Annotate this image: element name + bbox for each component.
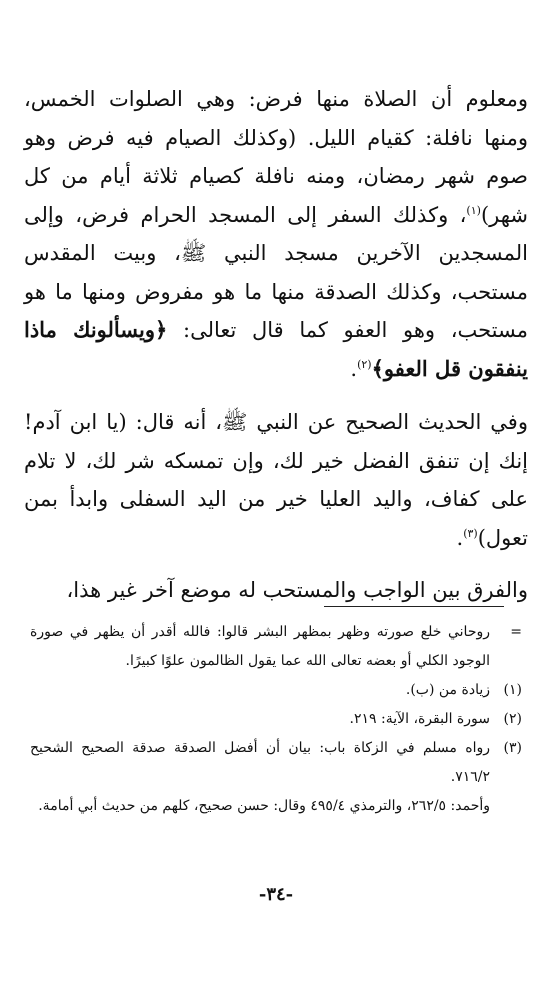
quran-quote: ﴿ويسألونك ماذا ينفقون قل العفو﴾ [24, 317, 528, 381]
footnote-ref-2[interactable]: (٢) [357, 357, 372, 371]
paragraph-1-end: . [350, 356, 358, 381]
paragraph-3: والفرق بين الواجب والمستحب له موضع آخر غير هذا، [66, 578, 528, 602]
footnote-3-text: رواه مسلم في الزكاة باب: بيان أن أفضل الصدقة صدقة الصحيح الشحيح ٧١٦/٢. [30, 740, 490, 785]
footnote-3-continuation: وأحمد: ٢٦٢/٥، والترمذي ٤٩٥/٤ وقال: حسن صحيح، كلهم من حديث أبي أمامة. [38, 798, 490, 814]
footnote-separator [324, 606, 504, 607]
footnote-2-mark: (٢) [503, 711, 522, 727]
continuation-mark: = [510, 624, 522, 640]
footnote-2 [30, 705, 522, 734]
paragraph-1-part-1: ومعلوم أن الصلاة منها فرض: وهي الصلوات الخمس، ومنها نافلة: كقيام الليل. (وكذلك الصيام فيه فرض وهو صوم شهر رمضان، ومنه نافلة كصيام ثلاثة أيام من كل شهر) [24, 87, 528, 227]
footnote-2-text: سورة البقرة، الآية: ٢١٩. [349, 711, 490, 727]
page-number: -٣٤- [258, 884, 294, 905]
paragraph-2-end: . [456, 525, 464, 550]
footnote-1-text: زيادة من (ب). [405, 682, 490, 698]
main-text [24, 80, 528, 625]
paragraph-1 [24, 80, 528, 388]
footnote-ref-1[interactable]: (١) [466, 203, 481, 217]
footnotes [30, 618, 522, 821]
paragraph-2-text: وفي الحديث الصحيح عن النبي ﷺ، أنه قال: (يا ابن آدم! إنك إن تنفق الفضل خير لك، وإن تمسكه شر لك، لا تلام على كفاف، واليد العليا خير من اليد السفلى وابدأ بمن تعول) [24, 410, 528, 550]
continuation-text: روحاني خلع صورته وظهر بمظهر البشر قالوا: فالله أقدر أن يظهر في صورة الوجود الكلي أو بعضه تعالى الله عما يقول الظالمون علوًا كبيرًا. [30, 624, 490, 669]
footnote-1-mark: (١) [503, 682, 522, 698]
footnote-3 [30, 734, 522, 792]
paragraph-1-part-2: ، وكذلك السفر إلى المسجد الحرام فرض، وإلى المسجدين الآخرين مسجد النبي ﷺ، وبيت المقدس مستحب، وكذلك الصدقة منها ما هو مفروض ومنها ما هو مستحب، وهو العفو كما قال تعالى: [24, 202, 528, 342]
paragraph-2 [24, 403, 528, 557]
footnote-continuation [30, 618, 522, 676]
footnote-1 [30, 676, 522, 705]
footnote-3-mark: (٣) [503, 740, 522, 756]
footnote-ref-3[interactable]: (٣) [463, 526, 478, 540]
